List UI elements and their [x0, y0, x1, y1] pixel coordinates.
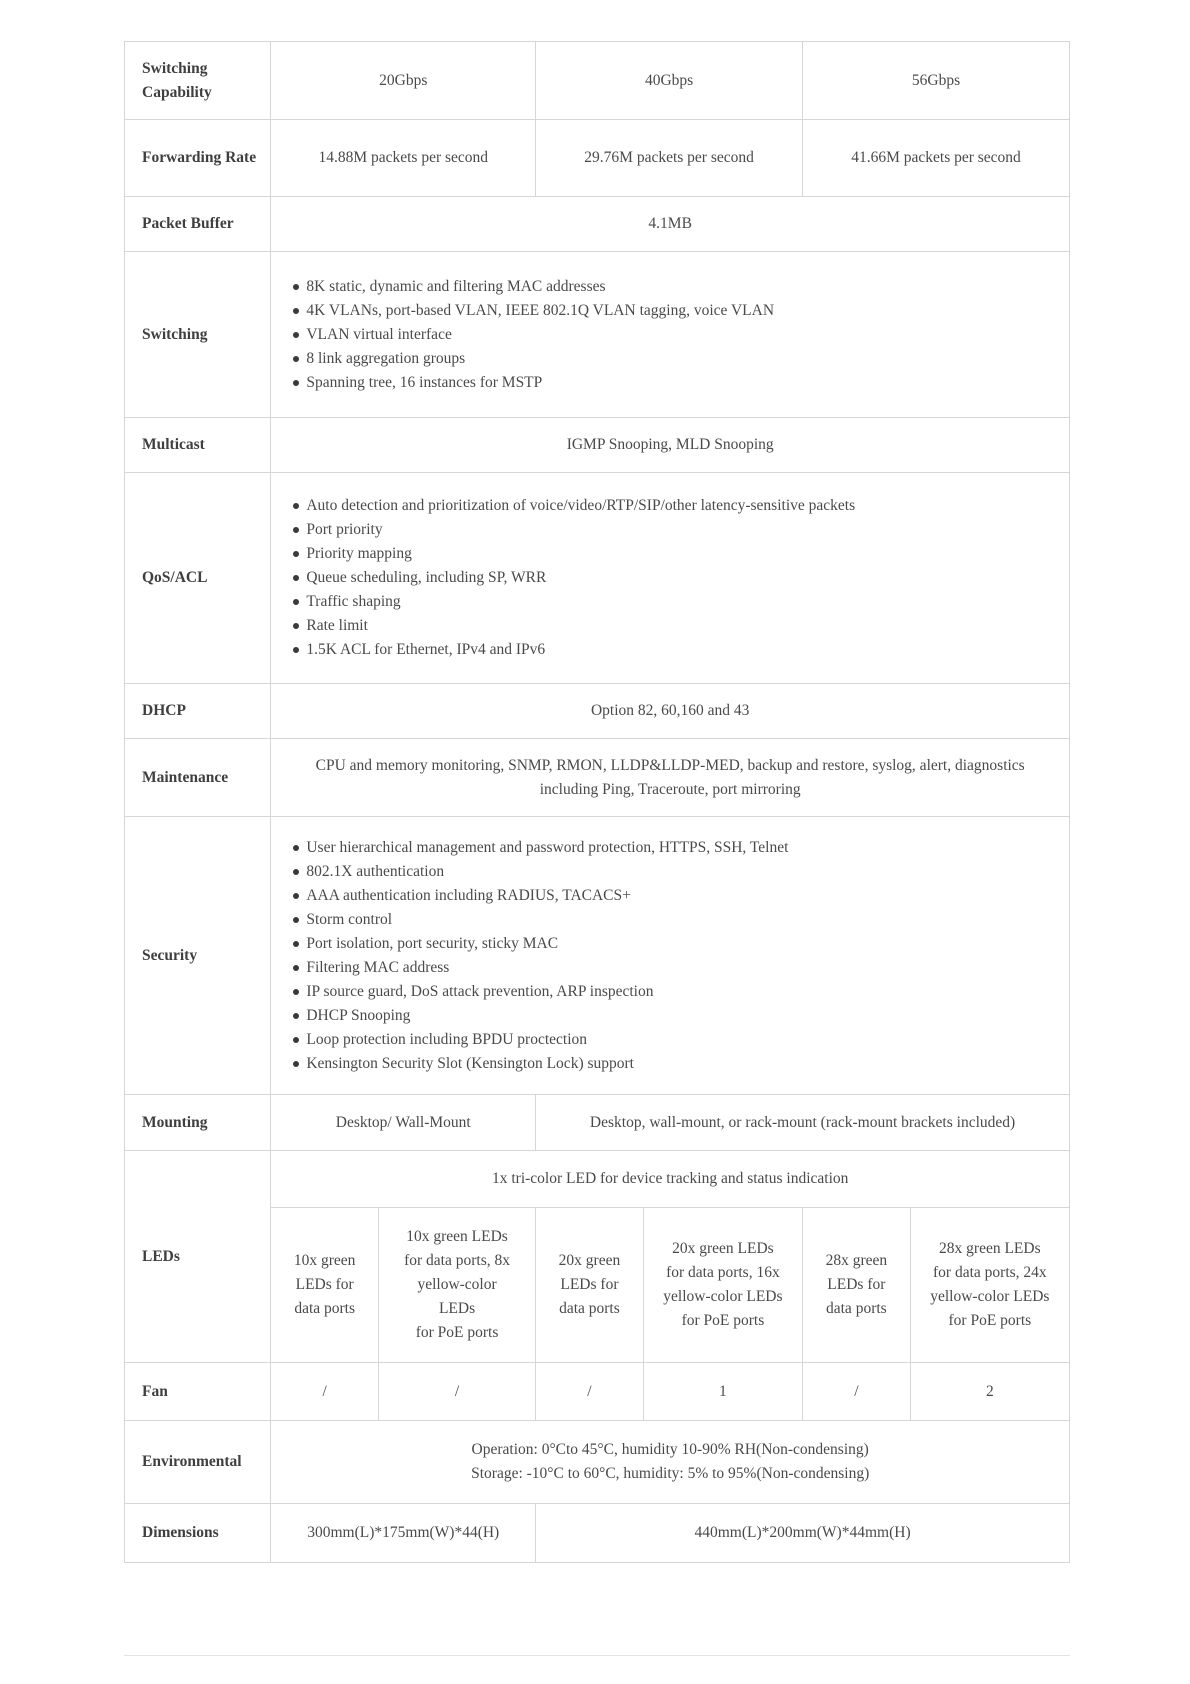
fan-value: /: [536, 1363, 644, 1421]
list-item: 8K static, dynamic and filtering MAC addresses: [291, 275, 1061, 299]
bottom-divider: [124, 1655, 1070, 1656]
mounting-value-large: Desktop, wall-mount, or rack-mount (rack-mount brackets included): [536, 1095, 1070, 1151]
value-20gbps: 20Gbps: [271, 42, 536, 120]
list-item: 802.1X authentication: [291, 860, 1061, 884]
label-dimensions: Dimensions: [125, 1504, 271, 1563]
fan-value: /: [271, 1363, 379, 1421]
leds-cell: 10x green LEDs for data ports: [271, 1208, 379, 1363]
label-switching-capability: Switching Capability: [125, 42, 271, 120]
leds-cell: 20x green LEDs for data ports: [536, 1208, 644, 1363]
row-qos-acl: [125, 473, 1070, 684]
list-item: Rate limit: [291, 614, 1061, 638]
list-item: Traffic shaping: [291, 590, 1061, 614]
label-mounting: Mounting: [125, 1095, 271, 1151]
security-feature-list: [291, 836, 1061, 1076]
maintenance-line: CPU and memory monitoring, SNMP, RMON, LLDP&LLDP-MED, backup and restore, syslog, alert, diagnostics: [315, 756, 1025, 774]
row-environmental: [125, 1421, 1070, 1504]
value-56gbps: 56Gbps: [803, 42, 1070, 120]
dimensions-value-small: 300mm(L)*175mm(W)*44(H): [271, 1504, 536, 1563]
environmental-line: Storage: -10°C to 60°C, humidity: 5% to 95%(Non-condensing): [471, 1465, 870, 1482]
mounting-value-small: Desktop/ Wall-Mount: [271, 1095, 536, 1151]
label-qos-acl: QoS/ACL: [125, 473, 271, 684]
label-security: Security: [125, 817, 271, 1095]
leds-cell: 20x green LEDs for data ports, 16x yellow-color LEDs for PoE ports: [643, 1208, 802, 1363]
row-fan: [125, 1363, 1070, 1421]
label-leds: LEDs: [125, 1151, 271, 1363]
list-item: 8 link aggregation groups: [291, 347, 1061, 371]
row-security: [125, 817, 1070, 1095]
list-item: Port isolation, port security, sticky MAC: [291, 932, 1061, 956]
leds-cell: 28x green LEDs for data ports: [803, 1208, 911, 1363]
row-packet-buffer: [125, 197, 1070, 252]
qos-feature-list: [291, 494, 1061, 662]
dimensions-value-large: 440mm(L)*200mm(W)*44mm(H): [536, 1504, 1070, 1563]
environmental-value: [271, 1421, 1070, 1504]
environmental-line: Operation: 0°Cto 45°C, humidity 10-90% RH(Non-condensing): [471, 1441, 869, 1458]
list-item: Queue scheduling, including SP, WRR: [291, 566, 1061, 590]
maintenance-value: [271, 739, 1070, 817]
label-environmental: Environmental: [125, 1421, 271, 1504]
list-item: AAA authentication including RADIUS, TACACS+: [291, 884, 1061, 908]
forwarding-rate-value: 14.88M packets per second: [271, 120, 536, 197]
forwarding-rate-value: 41.66M packets per second: [803, 120, 1070, 197]
list-item: Filtering MAC address: [291, 956, 1061, 980]
leds-cell: 10x green LEDs for data ports, 8x yellow-color LEDs for PoE ports: [378, 1208, 535, 1363]
row-switching-capability: [125, 42, 1070, 120]
fan-value: 2: [910, 1363, 1069, 1421]
label-forwarding-rate: Forwarding Rate: [125, 120, 271, 197]
list-item: Priority mapping: [291, 542, 1061, 566]
list-item: Storm control: [291, 908, 1061, 932]
list-item: Loop protection including BPDU proctection: [291, 1028, 1061, 1052]
row-dhcp: [125, 684, 1070, 739]
row-multicast: [125, 418, 1070, 473]
row-forwarding-rate: [125, 120, 1070, 197]
security-features: [271, 817, 1070, 1095]
forwarding-rate-value: 29.76M packets per second: [536, 120, 803, 197]
fan-value: /: [378, 1363, 535, 1421]
row-mounting: [125, 1095, 1070, 1151]
list-item: Kensington Security Slot (Kensington Lock) support: [291, 1052, 1061, 1076]
leds-cell: 28x green LEDs for data ports, 24x yellow-color LEDs for PoE ports: [910, 1208, 1069, 1363]
label-multicast: Multicast: [125, 418, 271, 473]
row-leds-common: [125, 1151, 1070, 1208]
list-item: User hierarchical management and password protection, HTTPS, SSH, Telnet: [291, 836, 1061, 860]
packet-buffer-value: 4.1MB: [271, 197, 1070, 252]
label-switching: Switching: [125, 252, 271, 418]
row-switching: [125, 252, 1070, 418]
switching-features: [271, 252, 1070, 418]
dhcp-value: Option 82, 60,160 and 43: [271, 684, 1070, 739]
list-item: DHCP Snooping: [291, 1004, 1061, 1028]
qos-acl-features: [271, 473, 1070, 684]
multicast-value: IGMP Snooping, MLD Snooping: [271, 418, 1070, 473]
list-item: Spanning tree, 16 instances for MSTP: [291, 371, 1061, 395]
row-maintenance: [125, 739, 1070, 817]
list-item: Port priority: [291, 518, 1061, 542]
list-item: 1.5K ACL for Ethernet, IPv4 and IPv6: [291, 638, 1061, 662]
label-fan: Fan: [125, 1363, 271, 1421]
fan-value: /: [803, 1363, 911, 1421]
list-item: 4K VLANs, port-based VLAN, IEEE 802.1Q VLAN tagging, voice VLAN: [291, 299, 1061, 323]
fan-value: 1: [643, 1363, 802, 1421]
label-packet-buffer: Packet Buffer: [125, 197, 271, 252]
list-item: Auto detection and prioritization of voice/video/RTP/SIP/other latency-sensitive packets: [291, 494, 1061, 518]
spec-table: [124, 41, 1070, 1563]
value-40gbps: 40Gbps: [536, 42, 803, 120]
switching-feature-list: [291, 275, 1061, 395]
leds-common-value: 1x tri-color LED for device tracking and status indication: [271, 1151, 1070, 1208]
list-item: VLAN virtual interface: [291, 323, 1061, 347]
label-maintenance: Maintenance: [125, 739, 271, 817]
maintenance-line: including Ping, Traceroute, port mirroring: [539, 780, 801, 798]
list-item: IP source guard, DoS attack prevention, ARP inspection: [291, 980, 1061, 1004]
label-dhcp: DHCP: [125, 684, 271, 739]
row-dimensions: [125, 1504, 1070, 1563]
